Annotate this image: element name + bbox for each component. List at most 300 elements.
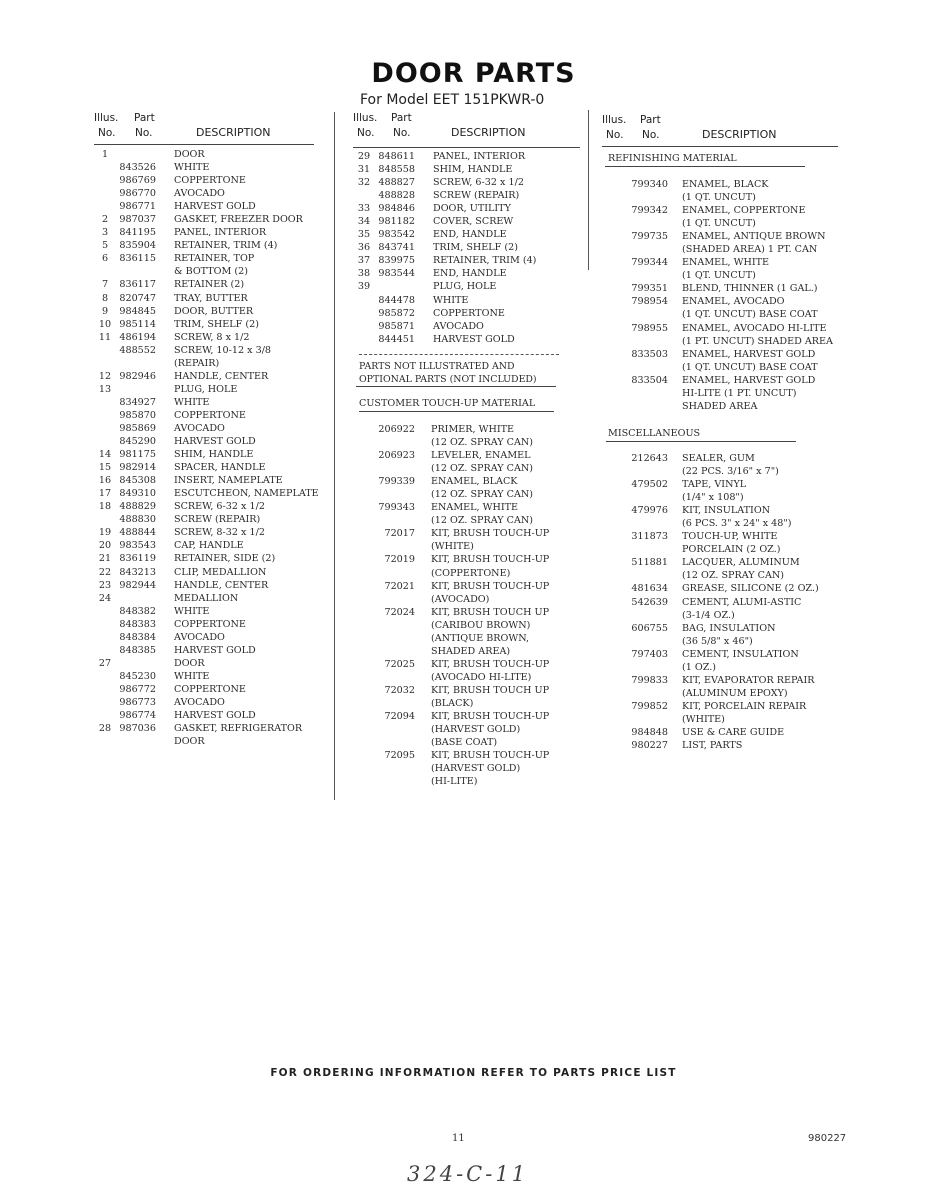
part-number: 212643 xyxy=(631,453,668,464)
table-row xyxy=(353,254,585,267)
part-number: 848382 xyxy=(119,605,156,617)
table-row xyxy=(353,462,585,475)
part-number: 797403 xyxy=(631,648,668,660)
parts-list-column-1 xyxy=(94,148,334,748)
illus-number: 34 xyxy=(357,216,371,228)
part-description: LIST, PARTS xyxy=(682,740,743,752)
table-row xyxy=(94,670,334,683)
table-row xyxy=(602,739,842,752)
table-row xyxy=(353,320,585,333)
table-row xyxy=(353,241,585,254)
part-number: 848385 xyxy=(119,644,156,656)
table-row xyxy=(602,726,842,739)
part-number: 983543 xyxy=(119,540,156,552)
part-description: (ALUMINUM EPOXY) xyxy=(682,687,788,699)
table-row xyxy=(353,749,585,762)
part-number: 981182 xyxy=(378,216,415,228)
page-number: 11 xyxy=(452,1133,465,1144)
part-description: (SHADED AREA) 1 PT. CAN xyxy=(682,244,818,256)
part-number: 986769 xyxy=(119,175,156,187)
table-row xyxy=(353,333,585,346)
column-divider-2 xyxy=(588,110,589,270)
description-header: DESCRIPTION xyxy=(196,126,271,139)
part-description: LEVELER, ENAMEL xyxy=(431,450,531,462)
illus-number: 24 xyxy=(98,592,112,604)
table-row xyxy=(94,252,334,265)
column-header-1 xyxy=(94,111,284,143)
part-description: KIT, BRUSH TOUCH UP xyxy=(431,684,550,696)
illus-number: 39 xyxy=(357,281,371,293)
table-row xyxy=(353,267,585,280)
illus-number: 18 xyxy=(98,501,112,513)
illus-number: 20 xyxy=(98,540,112,552)
part-number: 798954 xyxy=(631,296,668,308)
part-description: RETAINER (2) xyxy=(174,279,245,291)
part-description: DOOR xyxy=(174,657,205,669)
illus-number: 12 xyxy=(98,370,112,382)
table-row xyxy=(602,543,842,556)
model-subtitle: For Model EET 151PKWR-0 xyxy=(360,92,545,108)
table-row xyxy=(94,735,334,748)
part-description: ENAMEL, AVOCADO HI-LITE xyxy=(682,322,827,334)
table-row xyxy=(602,648,842,661)
illus-number: 15 xyxy=(98,462,112,474)
table-row xyxy=(94,487,334,500)
illus-number: 28 xyxy=(98,723,112,735)
optional-parts-note xyxy=(359,360,537,386)
part-number: 848383 xyxy=(119,618,156,630)
part-number: 844478 xyxy=(378,294,415,306)
part-description: PORCELAIN (2 OZ.) xyxy=(682,544,781,556)
part-number: 72095 xyxy=(384,750,415,762)
part-description: CEMENT, INSULATION xyxy=(682,648,799,660)
part-description: MEDALLION xyxy=(174,592,239,604)
part-description: CEMENT, ALUMI-ASTIC xyxy=(682,596,802,608)
table-row xyxy=(353,658,585,671)
table-row xyxy=(602,687,842,700)
part-description: USE & CARE GUIDE xyxy=(682,726,785,738)
part-description: (12 OZ. SPRAY CAN) xyxy=(431,515,534,527)
table-row xyxy=(353,475,585,488)
table-row xyxy=(602,387,842,400)
part-number: 799833 xyxy=(631,674,668,686)
touchup-section-label: CUSTOMER TOUCH-UP MATERIAL xyxy=(359,398,536,409)
part-number: 542639 xyxy=(631,596,668,608)
part-description: TOUCH-UP, WHITE xyxy=(682,531,778,543)
optional-parts-line-2: OPTIONAL PARTS (NOT INCLUDED) xyxy=(359,374,537,385)
part-description: HARVEST GOLD xyxy=(174,644,256,656)
part-description: (1 QT. UNCUT) BASE COAT xyxy=(682,309,818,321)
part-description: & BOTTOM (2) xyxy=(174,266,248,278)
table-row xyxy=(94,292,334,305)
table-row xyxy=(94,265,334,278)
table-row xyxy=(353,567,585,580)
part-number: 981175 xyxy=(119,449,156,461)
table-row xyxy=(353,436,585,449)
table-row xyxy=(94,474,334,487)
part-description: SCREW, 6-32 x 1/2 xyxy=(433,177,524,189)
part-number: 845308 xyxy=(119,475,156,487)
part-description: (BASE COAT) xyxy=(431,737,498,749)
touchup-material-list xyxy=(353,423,585,788)
part-description: COPPERTONE xyxy=(174,409,246,421)
table-row xyxy=(602,609,842,622)
illus-number: 23 xyxy=(98,579,112,591)
part-number: 72094 xyxy=(384,711,415,723)
part-description: LACQUER, ALUMINUM xyxy=(682,557,800,569)
description-header: DESCRIPTION xyxy=(702,128,777,141)
table-row xyxy=(353,632,585,645)
illus-number: 35 xyxy=(357,229,371,241)
part-description: (36 5/8" x 46") xyxy=(682,635,753,647)
table-row xyxy=(94,239,334,252)
part-number: 479976 xyxy=(631,505,668,517)
refinishing-material-list xyxy=(602,178,842,413)
table-row xyxy=(94,174,334,187)
part-number: 481634 xyxy=(631,583,668,595)
table-row xyxy=(602,517,842,530)
part-description: END, HANDLE xyxy=(433,229,507,241)
part-description: HANDLE, CENTER xyxy=(174,579,269,591)
illus-no-header: No. xyxy=(606,129,624,141)
table-row xyxy=(94,644,334,657)
part-number: 849310 xyxy=(119,488,156,500)
part-description: ENAMEL, AVOCADO xyxy=(682,296,785,308)
part-description: TAPE, VINYL xyxy=(682,479,747,491)
table-row xyxy=(602,400,842,413)
illus-number: 14 xyxy=(98,449,112,461)
part-description: HARVEST GOLD xyxy=(174,436,256,448)
table-row xyxy=(94,631,334,644)
part-description: (WHITE) xyxy=(431,541,474,553)
table-row xyxy=(353,645,585,658)
part-description: KIT, INSULATION xyxy=(682,505,771,517)
part-description: ENAMEL, BLACK xyxy=(431,476,518,488)
table-row xyxy=(94,422,334,435)
header-rule-1 xyxy=(94,144,314,145)
part-description: (12 OZ. SPRAY CAN) xyxy=(431,489,534,501)
refinishing-section-rule xyxy=(605,166,805,167)
table-row xyxy=(353,710,585,723)
illus-number: 6 xyxy=(101,253,109,265)
part-number: 986771 xyxy=(119,201,156,213)
illus-number: 2 xyxy=(101,214,109,226)
part-number: 987036 xyxy=(119,723,156,735)
part-description: ENAMEL, WHITE xyxy=(431,502,519,514)
table-row xyxy=(353,671,585,684)
part-description: AVOCADO xyxy=(433,320,484,332)
table-row xyxy=(353,553,585,566)
description-header: DESCRIPTION xyxy=(451,126,526,139)
table-row xyxy=(353,228,585,241)
table-row xyxy=(353,189,585,202)
table-row xyxy=(94,435,334,448)
table-row xyxy=(602,569,842,582)
part-description: END, HANDLE xyxy=(433,268,507,280)
part-description: KIT, PORCELAIN REPAIR xyxy=(682,700,807,712)
part-number: 488830 xyxy=(119,514,156,526)
table-row xyxy=(602,243,842,256)
part-number: 985869 xyxy=(119,422,156,434)
table-row xyxy=(353,580,585,593)
document-number: 980227 xyxy=(808,1133,847,1144)
table-row xyxy=(602,713,842,726)
part-description: ENAMEL, WHITE xyxy=(682,257,770,269)
part-description: SCREW, 8-32 x 1/2 xyxy=(174,527,265,539)
part-description: HARVEST GOLD xyxy=(174,710,256,722)
part-description: (COPPERTONE) xyxy=(431,567,511,579)
part-description: COPPERTONE xyxy=(174,683,246,695)
part-description: WHITE xyxy=(174,605,210,617)
part-description: (1 OZ.) xyxy=(682,661,717,673)
part-description: AVOCADO xyxy=(174,631,225,643)
part-description: WHITE xyxy=(174,396,210,408)
table-row xyxy=(353,527,585,540)
part-number: 985870 xyxy=(119,409,156,421)
table-row xyxy=(353,449,585,462)
part-description: KIT, BRUSH TOUCH-UP xyxy=(431,658,550,670)
part-description: (1 QT. UNCUT) xyxy=(682,192,756,204)
table-row xyxy=(94,461,334,474)
part-description: SCREW (REPAIR) xyxy=(433,190,520,202)
table-row xyxy=(94,552,334,565)
table-row xyxy=(94,579,334,592)
illus-header-label: Illus. xyxy=(602,114,627,126)
part-header-label: Part xyxy=(134,112,155,124)
illus-number: 22 xyxy=(98,566,112,578)
header-rule-3 xyxy=(602,146,838,147)
part-description: DOOR, UTILITY xyxy=(433,203,511,215)
part-number: 606755 xyxy=(631,622,668,634)
part-description: PANEL, INTERIOR xyxy=(174,227,267,239)
table-row xyxy=(94,722,334,735)
part-number: 833504 xyxy=(631,374,668,386)
table-row xyxy=(602,335,842,348)
part-description: (BLACK) xyxy=(431,697,474,709)
part-number: 983542 xyxy=(378,229,415,241)
illus-number: 9 xyxy=(101,305,109,317)
optional-parts-line-1: PARTS NOT ILLUSTRATED AND xyxy=(359,361,515,372)
part-description: GREASE, SILICONE (2 OZ.) xyxy=(682,583,819,595)
part-description: (1/4" x 108") xyxy=(682,492,744,504)
part-description: SCREW, 10-12 x 3/8 xyxy=(174,344,272,356)
table-row xyxy=(602,556,842,569)
part-description: HARVEST GOLD xyxy=(433,333,515,345)
table-row xyxy=(602,674,842,687)
part-number: 986774 xyxy=(119,710,156,722)
part-description: SCREW (REPAIR) xyxy=(174,514,261,526)
part-number: 985871 xyxy=(378,320,415,332)
part-description: SHIM, HANDLE xyxy=(174,449,254,461)
part-description: SEALER, GUM xyxy=(682,453,755,464)
part-description: ENAMEL, HARVEST GOLD xyxy=(682,374,816,386)
part-description: KIT, BRUSH TOUCH-UP xyxy=(431,528,550,540)
table-row xyxy=(602,256,842,269)
table-row xyxy=(602,295,842,308)
part-number: 488552 xyxy=(119,344,156,356)
column-header-3 xyxy=(602,113,832,145)
part-description: KIT, EVAPORATOR REPAIR xyxy=(682,674,815,686)
table-row xyxy=(353,540,585,553)
part-number: 488829 xyxy=(119,501,156,513)
part-description: (1 QT. UNCUT) xyxy=(682,270,756,282)
table-row xyxy=(602,465,842,478)
miscellaneous-list xyxy=(602,452,842,752)
part-description: (1 QT. UNCUT) BASE COAT xyxy=(682,361,818,373)
part-description: DOOR xyxy=(174,736,205,748)
miscellaneous-section-rule xyxy=(606,441,796,442)
illus-number: 32 xyxy=(357,177,371,189)
part-number: 486194 xyxy=(119,331,156,343)
part-number: 836119 xyxy=(119,553,156,565)
table-row xyxy=(353,150,585,163)
part-number: 72025 xyxy=(384,658,415,670)
part-description: PLUG, HOLE xyxy=(433,281,497,293)
table-row xyxy=(353,215,585,228)
part-number: 982946 xyxy=(119,370,156,382)
part-no-header: No. xyxy=(393,127,411,139)
part-number: 841195 xyxy=(119,227,156,239)
part-description: COPPERTONE xyxy=(174,175,246,187)
part-description: PLUG, HOLE xyxy=(174,383,238,395)
table-row xyxy=(353,280,585,293)
part-description: DOOR xyxy=(174,149,205,160)
illus-number: 7 xyxy=(101,279,109,291)
part-description: SHADED AREA xyxy=(682,400,758,412)
part-number: 798955 xyxy=(631,322,668,334)
part-number: 799340 xyxy=(631,179,668,190)
part-description: (6 PCS. 3" x 24" x 48") xyxy=(682,518,792,530)
part-description: COVER, SCREW xyxy=(433,216,514,228)
part-description: KIT, BRUSH TOUCH UP xyxy=(431,606,550,618)
table-row xyxy=(353,684,585,697)
miscellaneous-section-label: MISCELLANEOUS xyxy=(608,428,701,439)
part-number: 311873 xyxy=(631,531,668,543)
table-row xyxy=(602,582,842,595)
part-description: KIT, BRUSH TOUCH-UP xyxy=(431,580,550,592)
part-number: 836115 xyxy=(119,253,156,265)
table-row xyxy=(602,504,842,517)
part-description: TRIM, SHELF (2) xyxy=(433,242,518,254)
table-row xyxy=(602,452,842,465)
table-row xyxy=(602,230,842,243)
table-row xyxy=(602,635,842,648)
table-row xyxy=(353,307,585,320)
part-number: 835904 xyxy=(119,240,156,252)
part-description: (12 OZ. SPRAY CAN) xyxy=(682,570,785,582)
table-row xyxy=(602,374,842,387)
part-description: ESCUTCHEON, NAMEPLATE xyxy=(174,488,319,500)
table-row xyxy=(353,294,585,307)
table-row xyxy=(353,593,585,606)
table-row xyxy=(94,709,334,722)
part-description: (1 QT. UNCUT) xyxy=(682,218,756,230)
table-row xyxy=(602,178,842,191)
table-row xyxy=(353,202,585,215)
table-row xyxy=(94,657,334,670)
table-row xyxy=(602,204,842,217)
illus-number: 19 xyxy=(98,527,112,539)
part-number: 479502 xyxy=(631,479,668,491)
part-description: (HARVEST GOLD) xyxy=(431,724,521,736)
part-description: BAG, INSULATION xyxy=(682,622,776,634)
table-row xyxy=(353,606,585,619)
part-number: 982914 xyxy=(119,462,156,474)
part-number: 72024 xyxy=(384,606,415,618)
part-number: 985872 xyxy=(378,307,415,319)
refinishing-section-label: REFINISHING MATERIAL xyxy=(608,153,737,164)
table-row xyxy=(353,163,585,176)
table-row xyxy=(602,491,842,504)
part-number: 488827 xyxy=(378,177,415,189)
part-description: RETAINER, SIDE (2) xyxy=(174,553,276,565)
table-row xyxy=(94,513,334,526)
column-header-2 xyxy=(353,111,583,143)
part-description: GASKET, FREEZER DOOR xyxy=(174,214,303,226)
part-description: (AVOCADO HI-LITE) xyxy=(431,671,532,683)
part-header-label: Part xyxy=(640,114,661,126)
table-row xyxy=(602,282,842,295)
table-row xyxy=(353,723,585,736)
table-row xyxy=(602,700,842,713)
table-row xyxy=(602,530,842,543)
table-row xyxy=(353,775,585,788)
part-number: 848611 xyxy=(378,151,415,162)
part-no-header: No. xyxy=(642,129,660,141)
part-description: ENAMEL, HARVEST GOLD xyxy=(682,348,816,360)
ordering-information-footer: FOR ORDERING INFORMATION REFER TO PARTS PRICE LIST xyxy=(270,1067,677,1079)
part-description: (HI-LITE) xyxy=(431,776,478,788)
part-description: (ANTIQUE BROWN, xyxy=(431,632,530,644)
table-row xyxy=(94,161,334,174)
table-row xyxy=(353,762,585,775)
part-number: 820747 xyxy=(119,292,156,304)
illus-number: 10 xyxy=(98,318,112,330)
column-divider-1 xyxy=(334,112,335,800)
part-number: 843526 xyxy=(119,162,156,174)
part-description: KIT, BRUSH TOUCH-UP xyxy=(431,554,550,566)
table-row xyxy=(94,187,334,200)
table-row xyxy=(94,526,334,539)
part-description: ENAMEL, BLACK xyxy=(682,179,769,190)
table-row xyxy=(94,409,334,422)
parts-list-column-2 xyxy=(353,150,585,346)
table-row xyxy=(94,618,334,631)
illus-number: 38 xyxy=(357,268,371,280)
table-row xyxy=(353,423,585,436)
part-description: DOOR, BUTTER xyxy=(174,305,254,317)
table-row xyxy=(94,357,334,370)
table-row xyxy=(94,226,334,239)
table-row xyxy=(94,605,334,618)
part-number: 985114 xyxy=(119,318,156,330)
miscellaneous-section-heading xyxy=(608,428,700,439)
part-description: (22 PCS. 3/16" x 7") xyxy=(682,466,779,478)
illus-no-header: No. xyxy=(98,127,116,139)
illus-number: 33 xyxy=(357,203,371,215)
part-description: RETAINER, TRIM (4) xyxy=(433,255,537,267)
part-header-label: Part xyxy=(391,112,412,124)
part-number: 980227 xyxy=(631,740,668,752)
part-number: 799343 xyxy=(378,502,415,514)
part-description: RETAINER, TOP xyxy=(174,253,255,265)
illus-number: 29 xyxy=(357,151,371,162)
part-description: KIT, BRUSH TOUCH-UP xyxy=(431,711,550,723)
part-description: HI-LITE (1 PT. UNCUT) xyxy=(682,387,797,399)
illus-number: 13 xyxy=(98,383,112,395)
touchup-section-heading xyxy=(359,398,535,409)
illus-number: 36 xyxy=(357,242,371,254)
